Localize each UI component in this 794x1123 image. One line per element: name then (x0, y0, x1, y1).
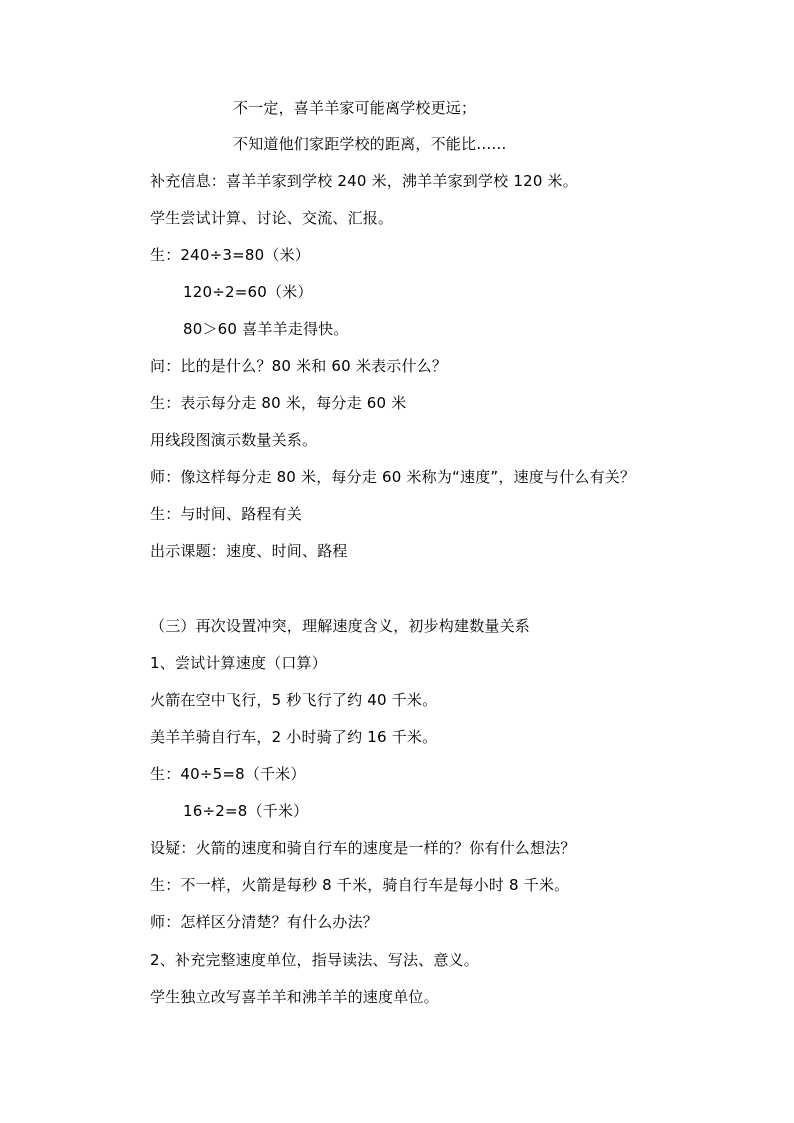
text-line: 不知道他们家距学校的距离，不能比…… (233, 135, 507, 153)
text-line: 2、补充完整速度单位，指导读法、写法、意义。 (150, 951, 479, 969)
text-line: 生：不一样，火箭是每秒 8 千米，骑自行车是每小时 8 千米。 (150, 876, 570, 894)
text-line: 出示课题：速度、时间、路程 (150, 542, 348, 560)
text-line: 学生尝试计算、讨论、交流、汇报。 (150, 209, 394, 227)
text-line: 师：怎样区分清楚？有什么办法？ (150, 913, 379, 931)
text-line: 师：像这样每分走 80 米，每分走 60 米称为“速度”，速度与什么有关？ (150, 468, 636, 486)
text-line: 问：比的是什么？80 米和 60 米表示什么？ (150, 357, 448, 375)
text-line: 生：40÷5=8（千米） (150, 765, 306, 783)
text-line: 生：与时间、路程有关 (150, 505, 303, 523)
text-line: 生：表示每分走 80 米，每分走 60 米 (150, 394, 407, 412)
text-line: 美羊羊骑自行车，2 小时骑了约 16 千米。 (150, 728, 438, 746)
text-line: 用线段图演示数量关系。 (150, 431, 318, 449)
text-line: 16÷2=8（千米） (183, 802, 309, 820)
text-line: 120÷2=60（米） (183, 283, 313, 301)
text-line: 1、尝试计算速度（口算） (150, 654, 327, 672)
text-line: 不一定，喜羊羊家可能离学校更远； (233, 99, 477, 117)
section-heading: （三）再次设置冲突，理解速度含义，初步构建数量关系 (150, 617, 531, 635)
text-line: 火箭在空中飞行，5 秒飞行了约 40 千米。 (150, 691, 438, 709)
text-line: 80＞60 喜羊羊走得快。 (183, 320, 349, 338)
text-line: 学生独立改写喜羊羊和沸羊羊的速度单位。 (150, 988, 439, 1006)
text-line: 生：240÷3=80（米） (150, 246, 310, 264)
text-line: 补充信息：喜羊羊家到学校 240 米，沸羊羊家到学校 120 米。 (150, 172, 578, 190)
text-line: 设疑：火箭的速度和骑自行车的速度是一样的？你有什么想法？ (150, 839, 576, 857)
